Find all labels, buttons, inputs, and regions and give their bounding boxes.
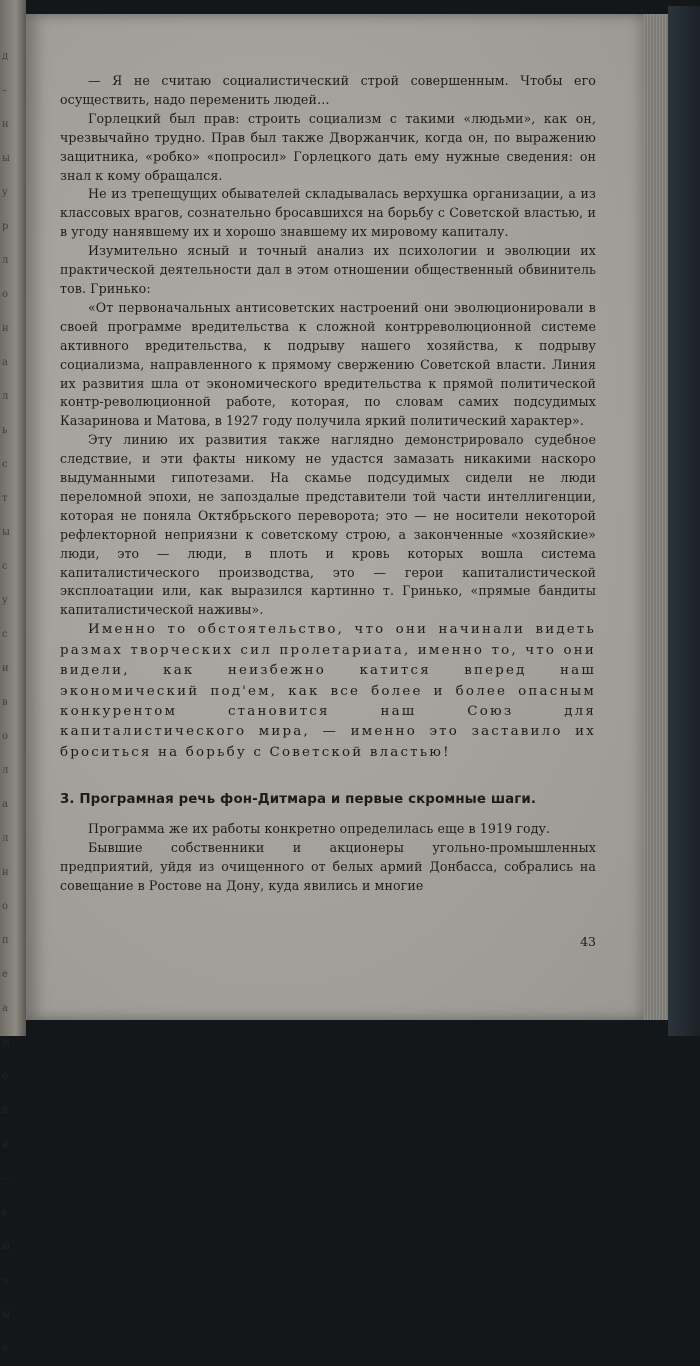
section-heading: 3. Програмная речь фон-Дитмара и первые скромные шаги. xyxy=(60,792,537,808)
facing-page-text-fragments: д – н ы у р л о н а л ь с т ы с у с и в о л а л н о п е а м о п и — ь ы о ы е xyxy=(2,51,12,1354)
paragraph-after-heading-1: Программа же их работы конкретно определилась еще в 1919 году. xyxy=(88,821,551,837)
paragraph-3: Не из трепещущих обывателей складывалась верхушка организации, а из классовых врагов, сознательно бросавшихся на борьбу с Советской властью, и в угоду нанявшему их и хорошо знавшему их мировому капиталу. xyxy=(60,186,596,240)
facing-page-edge xyxy=(0,0,26,1354)
book-page xyxy=(26,14,644,1020)
page-body-text xyxy=(60,72,596,896)
quote-paragraph: «От первоначальных антисоветских настроений они эволюционировали в своей программе вредительства к сложной контрреволюционной системе активного вредительства, к подрыву нашего хозяйства, к подрыву социализма, направленного к прямому свержению Советской власти. Линия их развития шла от экономического вредительства к прямой политической контр-революционной работе, которая, по словам самих подсудимых Казаринова и Матова, в 1927 году получила яркий политический характер». xyxy=(60,299,596,429)
book-cover xyxy=(668,6,700,1036)
paragraph-emphasized: Именно то обстоятельство, что они начинали видеть размах творческих сил пролетариата, именно то, что они видели, как неизбежно катится вперед наш экономический под'ем, как все более и более опасным конкурентом становится наш Союз для капиталистического мира, — именно это заставило их броситься на борьбу с Советской властью! xyxy=(60,622,596,760)
paragraph-1: — Я не считаю социалистический строй совершенным. Чтобы его осуществить, надо переменить людей… xyxy=(60,73,596,107)
paragraph-after-heading-2: Бывшие собственники и акционеры угольно-промышленных предприятий, уйдя из очищенного от белых армий Донбасса, собрались на совещание в Ростове на Дону, куда явились и многие xyxy=(60,839,596,893)
paragraph-6: Эту линию их развития также наглядно демонстрировало судебное следствие, и эти факты никому не удастся замазать никакими наскоро выдуманными гипотезами. На скамье подсудимых сидели не люди переломной эпохи, не запоздалые представители той части интеллигенции, которая не поняла Октябрьского переворота; это — не носители некоторой рефлекторной неприязни к советскому строю, а законченные «хозяйские» люди, это — люди, в плоть и кровь которых вошла система капиталистического производства, это — герои капиталистической эксплоатации или, как выразился картинно т. Гринько, «прямые бандиты капиталистической наживы». xyxy=(60,432,596,618)
page-number: 43 xyxy=(580,934,596,949)
paragraph-2: Горлецкий был прав: строить социализм с такими «людьми», как он, чрезвычайно трудно. Прав был также Дворжанчик, когда он, по выражению защитника, «робко» «попросил» Горлецкого дать ему нужные сведения: он знал к кому обращался. xyxy=(60,110,596,183)
page-block-edge xyxy=(644,14,668,1020)
paragraph-4: Изумительно ясный и точный анализ их психологии и эволюции их практической деятельности дал в этом отношении общественный обвинитель тов. Гринько: xyxy=(60,243,596,296)
